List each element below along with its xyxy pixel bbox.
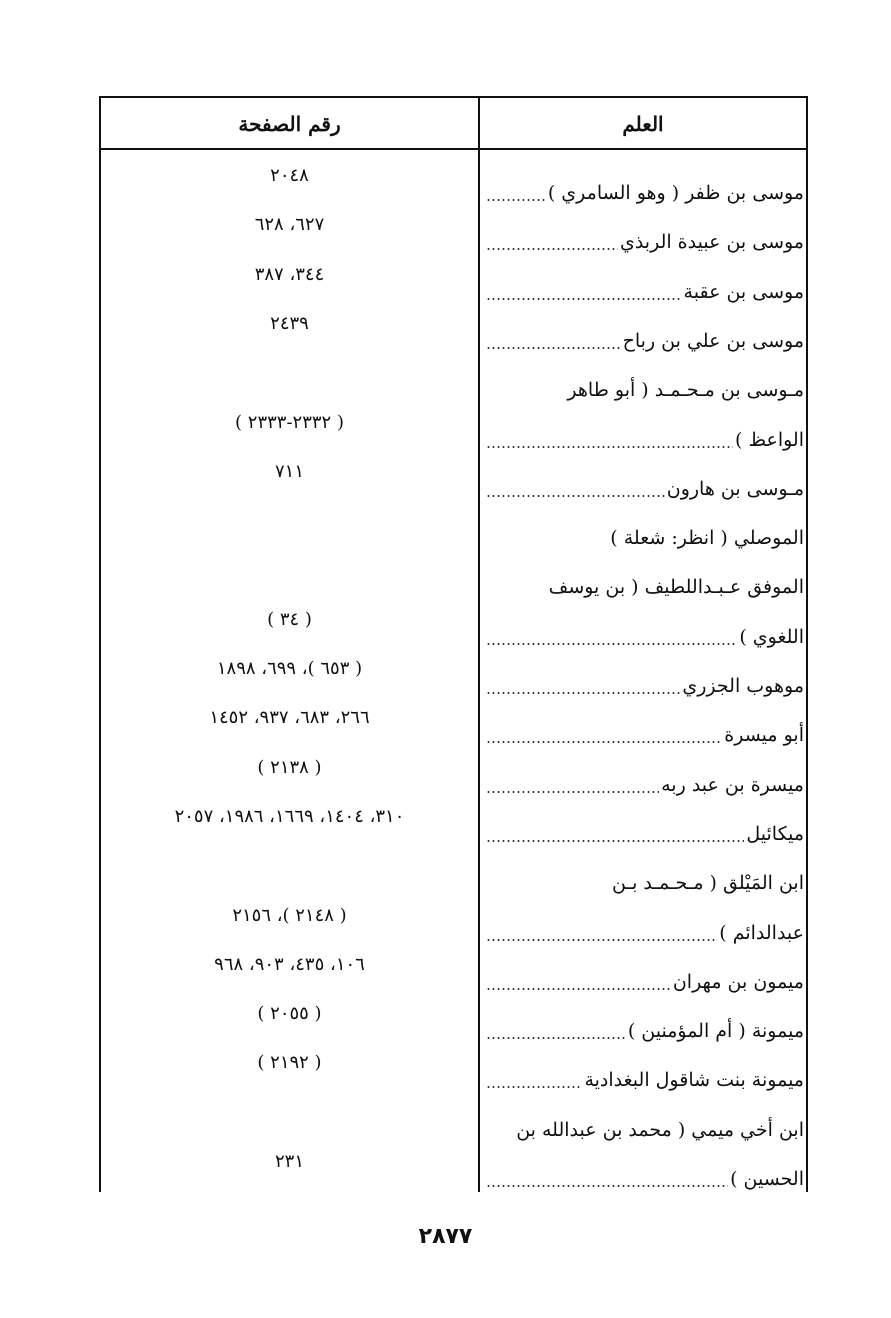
entry-name-cell <box>486 801 804 850</box>
table-row <box>101 801 806 850</box>
table-header <box>101 98 806 150</box>
table-row <box>101 1097 806 1146</box>
table-row <box>101 407 806 456</box>
entry-name: أبو ميسرة <box>724 724 804 747</box>
table-row <box>101 1146 806 1195</box>
table-row <box>101 456 806 505</box>
entry-pages: ( ٦٥٣ )، ٦٩٩، ١٨٩٨ <box>216 658 363 679</box>
table-row <box>101 554 806 603</box>
entry-pages: ١٠٦، ٤٣٥، ٩٠٣، ٩٦٨ <box>214 953 365 975</box>
entry-pages: ٣٤٤، ٣٨٧ <box>254 263 325 285</box>
dot-leader <box>486 741 722 743</box>
table-row <box>101 900 806 949</box>
entry-name-cell <box>486 998 804 1047</box>
dot-leader <box>486 692 680 694</box>
table-row <box>101 308 806 357</box>
dot-leader <box>486 791 659 793</box>
entry-pages: ٢٠٤٨ <box>270 165 309 186</box>
entry-name-cell <box>486 308 804 357</box>
entry-pages: ٣١٠، ١٤٠٤، ١٦٦٩، ١٩٨٦، ٢٠٥٧ <box>174 805 405 827</box>
dot-leader <box>486 1086 582 1088</box>
entry-pages: ( ٢٠٥٥ ) <box>257 1003 322 1025</box>
table-row <box>101 357 806 406</box>
entry-name-cell <box>486 1047 804 1096</box>
dot-leader <box>486 199 546 201</box>
dot-leader <box>486 840 744 842</box>
entry-name: الواعظ ) <box>735 428 804 451</box>
entry-name-cell <box>486 752 804 801</box>
entry-name: ميمونة بنت شاقول البغدادية <box>584 1069 804 1092</box>
dot-leader <box>486 1185 728 1187</box>
table-row <box>101 702 806 751</box>
entry-pages: ( ٢١٤٨ )، ٢١٥٦ <box>232 904 347 926</box>
entry-name: الموصلي ( انظر: شعلة ) <box>610 527 804 550</box>
entry-pages <box>101 850 478 899</box>
entry-name-cell <box>486 554 804 603</box>
entry-name: ميمون بن مهران <box>672 970 804 993</box>
dot-leader <box>486 643 737 645</box>
entry-name: الحسين ) <box>730 1168 804 1190</box>
entry-name: عبدالدائم ) <box>719 921 804 944</box>
entry-name: ميكائيل <box>746 822 804 845</box>
table-row <box>101 209 806 258</box>
table-row <box>101 850 806 899</box>
table-row <box>101 505 806 554</box>
dot-leader <box>486 347 621 349</box>
entry-name: موهوب الجزري <box>682 675 804 697</box>
entry-name-cell <box>486 949 804 998</box>
dot-leader <box>486 298 682 300</box>
entry-name-cell <box>486 900 804 949</box>
table-row <box>101 160 806 209</box>
entry-name: موسى بن علي بن رباح <box>622 329 804 352</box>
entry-name: اللغوي ) <box>739 625 804 648</box>
entry-name-cell <box>486 604 804 653</box>
entry-pages: ( ٢١٩٢ ) <box>257 1052 322 1074</box>
entry-pages <box>101 505 478 554</box>
entry-name: ميسرة بن عبد ربه <box>661 773 804 796</box>
entry-pages: ٢٤٣٩ <box>270 312 309 334</box>
header-page-column: رقم الصفحة <box>238 112 341 136</box>
entry-name: ابن المَيْلق ( مـحـمـد بـن <box>612 872 804 895</box>
entry-pages: ( ٢٣٣٢-٢٣٣٣ ) <box>235 411 344 433</box>
entry-name-cell <box>486 505 804 554</box>
entry-pages: ( ٢١٣٨ ) <box>257 756 322 778</box>
entry-name: ميمونة ( أم المؤمنين ) <box>627 1020 804 1043</box>
entry-pages: ٦٢٧، ٦٢٨ <box>254 214 325 236</box>
entry-name-cell <box>486 653 804 702</box>
entry-name-cell <box>486 702 804 751</box>
table-row <box>101 259 806 308</box>
entry-pages <box>101 1097 478 1146</box>
entry-name-cell <box>486 850 804 899</box>
entry-name-cell <box>486 160 804 209</box>
entry-pages: ٢٣١ <box>274 1151 304 1172</box>
entry-pages: ( ٣٤ ) <box>267 608 312 630</box>
index-table <box>99 96 808 1192</box>
entry-name: موسى بن عبيدة الربذي <box>619 231 804 254</box>
dot-leader <box>486 939 717 941</box>
table-row <box>101 653 806 702</box>
entry-name-cell <box>486 259 804 308</box>
table-row <box>101 949 806 998</box>
entry-name: الموفق عـبـداللطيف ( بن يوسف <box>548 576 804 599</box>
entry-name: ابن أخي ميمي ( محمد بن عبدالله بن <box>516 1118 804 1141</box>
entry-name-cell <box>486 1097 804 1146</box>
entry-name: مـوسى بن مـحـمـد ( أبو طاهر <box>567 379 804 402</box>
entry-pages: ٧١١ <box>274 460 304 482</box>
entry-name-cell <box>486 1146 804 1195</box>
entry-pages <box>101 357 478 406</box>
dot-leader <box>486 446 733 448</box>
entry-name: مـوسى بن هارون <box>666 477 804 500</box>
entry-name-cell <box>486 357 804 406</box>
table-row <box>101 1047 806 1096</box>
entry-name-cell <box>486 407 804 456</box>
entry-pages <box>101 554 478 603</box>
entry-name: موسى بن عقبة <box>683 280 804 303</box>
entry-pages: ٢٦٦، ٦٨٣، ٩٣٧، ١٤٥٢ <box>209 707 370 729</box>
header-name-column: العلم <box>622 112 664 136</box>
entry-name: موسى بن ظفر ( وهو السامري ) <box>547 182 804 204</box>
dot-leader <box>486 988 671 990</box>
dot-leader <box>486 1037 626 1039</box>
dot-leader <box>486 495 665 497</box>
entry-name-cell <box>486 209 804 258</box>
entry-name-cell <box>486 456 804 505</box>
page-number: ٢٨٧٧ <box>418 1224 473 1249</box>
table-row <box>101 604 806 653</box>
table-row <box>101 998 806 1047</box>
dot-leader <box>486 248 618 250</box>
table-row <box>101 752 806 801</box>
